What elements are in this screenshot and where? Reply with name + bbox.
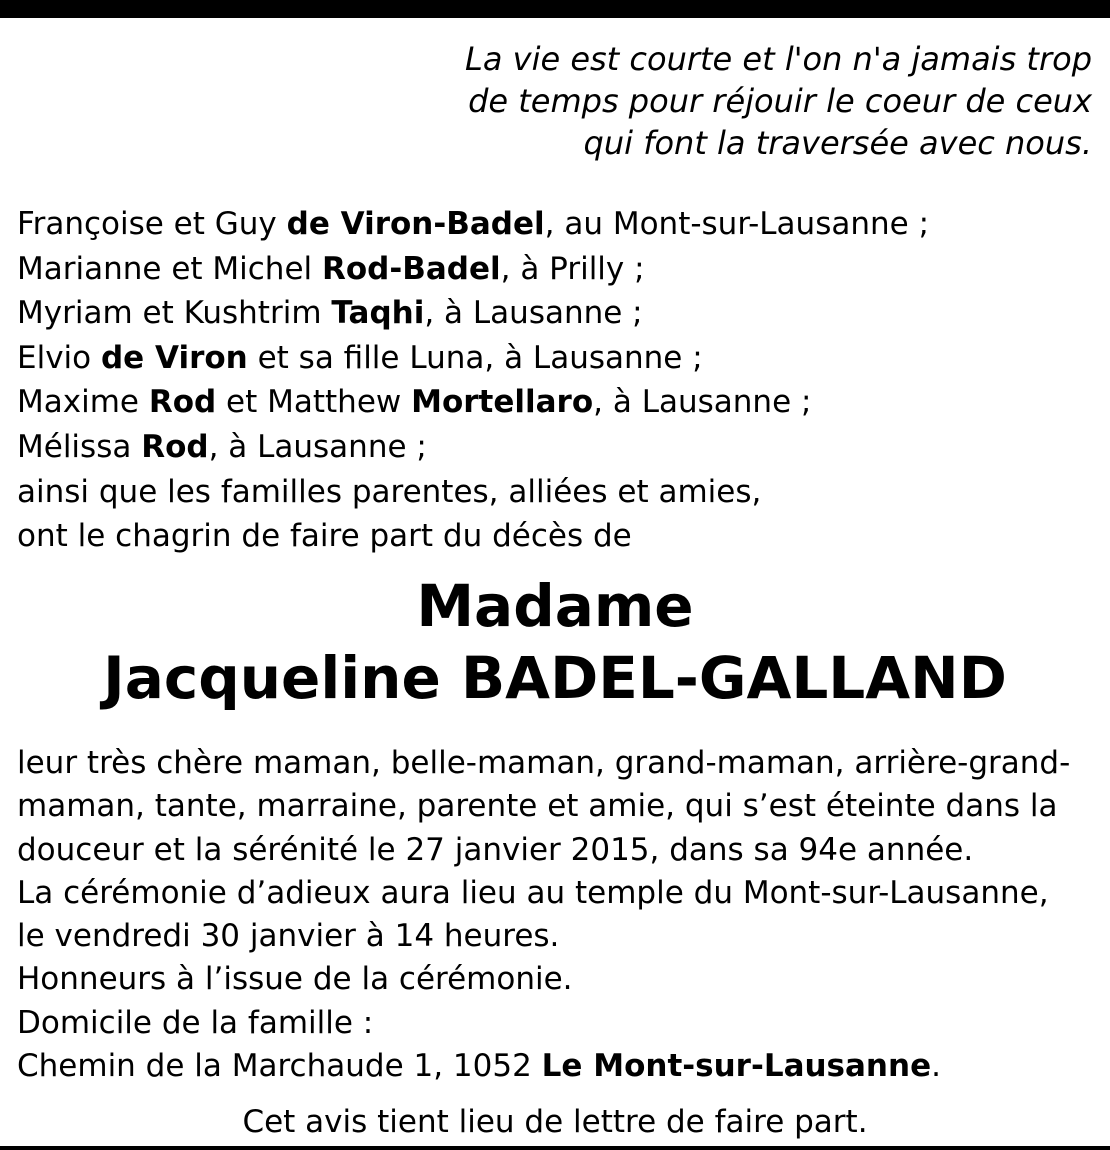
epigraph-line: qui font la traversée avec nous. [583,124,1092,162]
family-line [17,202,1097,247]
family-text: Maxime [17,384,149,421]
family-text: et sa fille Luna, à Lausanne ; [247,339,703,376]
family-surname: Mortellaro [411,384,594,421]
body-text: La cérémonie d’adieux aura lieu au temple du Mont-sur-Lausanne, [17,874,1049,911]
body-text: Honneurs à l’issue de la cérémonie. [17,961,573,998]
family-text: Marianne et Michel [17,250,322,287]
family-surname: Taqhi [331,295,425,332]
announcement-body [17,742,1097,1088]
epigraph-quote [192,38,1092,164]
family-surname: Rod [148,384,217,421]
body-line [17,1045,1097,1088]
family-text: , à Lausanne ; [593,384,812,421]
body-text: Chemin de la Marchaude 1, 1052 [17,1048,542,1085]
family-text: Françoise et Guy [17,206,287,242]
family-line [17,291,1097,336]
family-text: ont le chagrin de faire part du décès de [17,518,632,555]
body-text: . [931,1048,941,1085]
family-list [17,202,1097,559]
family-surname: de Viron [100,339,248,376]
bottom-rule [0,1146,1110,1150]
family-line [17,425,1097,470]
family-text: Mélissa [17,428,142,465]
family-text: Elvio [17,339,101,376]
deceased-heading [0,570,1110,714]
epigraph-line: de temps pour réjouir le coeur de ceux [468,82,1092,120]
deceased-title: Madame [416,572,694,640]
body-line [17,742,1097,785]
top-rule [0,0,1110,18]
body-text: le vendredi 30 janvier à 14 heures. [17,918,560,955]
body-line [17,829,1097,872]
address-locality: Le Mont-sur-Lausanne [541,1048,932,1085]
family-surname: Rod-Badel [322,250,501,287]
family-text: ainsi que les familles parentes, alliées et amies, [17,473,762,510]
body-text: leur très chère maman, belle-maman, grand-maman, arrière-grand- [17,745,1071,781]
body-text: douceur et la sérénité le 27 janvier 2015, dans sa 94e année. [17,831,974,868]
body-line [17,1002,1097,1045]
deceased-name: Jacqueline BADEL-GALLAND [103,644,1007,712]
epigraph-line: La vie est courte et l'on n'a jamais trop [465,40,1092,78]
family-text: , au Mont-sur-Lausanne ; [544,206,930,242]
family-line [17,514,1097,559]
family-text: Myriam et Kushtrim [17,295,332,332]
body-line [17,958,1097,1001]
family-text: , à Lausanne ; [208,428,427,465]
family-text: , à Prilly ; [500,250,645,287]
body-text: Domicile de la famille : [17,1004,374,1041]
family-text: , à Lausanne ; [424,295,643,332]
family-line [17,380,1097,425]
body-line [17,872,1097,915]
body-text: maman, tante, marraine, parente et amie, qui s’est éteinte dans la [17,788,1058,825]
family-text: et Matthew [216,384,412,421]
body-line [17,915,1097,958]
body-line [17,785,1097,828]
family-surname: Rod [141,428,209,465]
family-line [17,470,1097,515]
family-line [17,247,1097,292]
footer-note: Cet avis tient lieu de lettre de faire part. [242,1104,868,1140]
family-line [17,336,1097,381]
family-surname: de Viron-Badel [286,206,545,242]
